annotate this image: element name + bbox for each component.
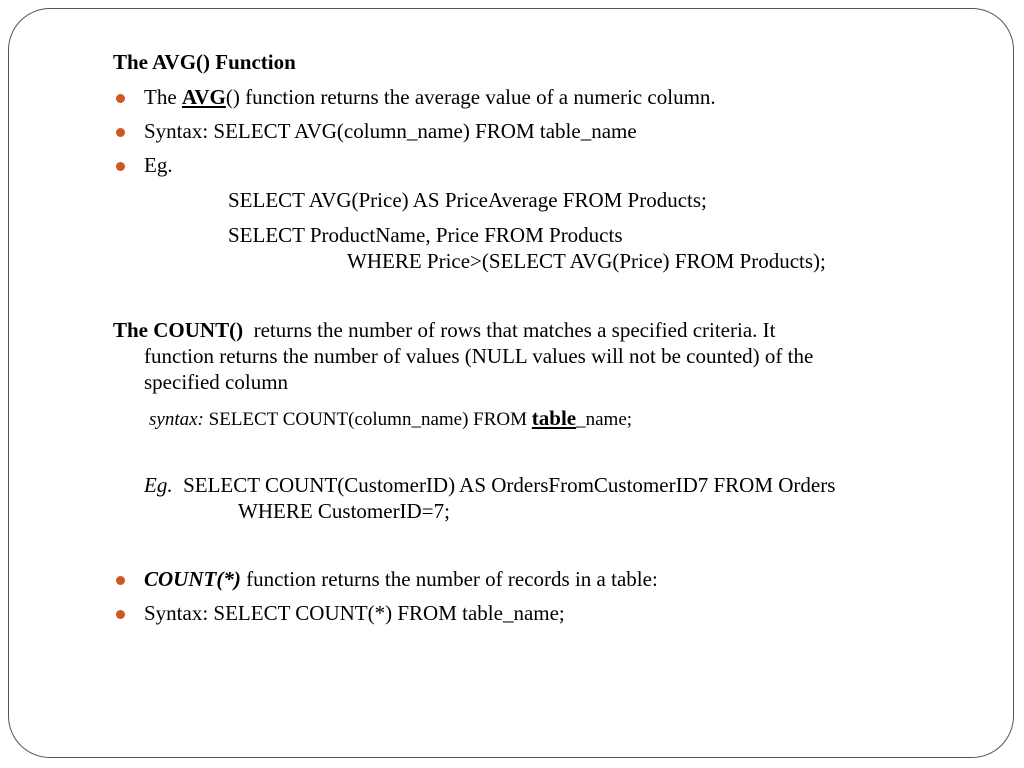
count-syntax-keyword: table xyxy=(531,406,577,430)
count-example-line2: WHERE CustomerID=7; xyxy=(238,499,450,523)
avg-syntax: Syntax: SELECT AVG(column_name) FROM table_name xyxy=(144,119,637,143)
count-description-line3: specified column xyxy=(144,370,289,394)
bullet-icon xyxy=(116,128,125,137)
avg-example-2-line1: SELECT ProductName, Price FROM Products xyxy=(228,223,623,247)
count-example-line1 xyxy=(144,472,835,498)
count-description-line1 xyxy=(113,317,775,343)
count-eg-code: SELECT COUNT(CustomerID) AS OrdersFromCustomerID7 FROM Orders xyxy=(172,473,836,497)
avg-keyword: AVG xyxy=(181,85,226,109)
avg-bullet-description xyxy=(144,84,716,110)
count-eg-label: Eg. xyxy=(144,473,173,497)
bullet-icon xyxy=(116,94,125,103)
count-desc-text: returns the number of rows that matches a specified criteria. It xyxy=(243,318,776,342)
count-heading: The COUNT() xyxy=(113,318,244,342)
count-description-line2: function returns the number of values (NULL values will not be counted) of the xyxy=(144,344,814,368)
count-star-description xyxy=(144,566,658,592)
count-syntax-post: _name; xyxy=(576,409,633,430)
avg-example-1: SELECT AVG(Price) AS PriceAverage FROM Products; xyxy=(228,188,707,212)
avg-heading: The AVG() Function xyxy=(113,50,296,74)
avg-bullet-pre: The xyxy=(144,85,182,109)
count-star-syntax: Syntax: SELECT COUNT(*) FROM table_name; xyxy=(144,601,565,625)
bullet-icon xyxy=(116,162,125,171)
avg-eg-label: Eg. xyxy=(144,153,173,177)
count-syntax-pre: SELECT COUNT(column_name) FROM xyxy=(203,409,532,430)
count-syntax-label: syntax: xyxy=(149,409,204,430)
bullet-icon xyxy=(116,576,125,585)
count-star-keyword: COUNT(*) xyxy=(144,567,241,591)
count-star-desc: function returns the number of records in a table: xyxy=(240,567,658,591)
avg-bullet-post: () function returns the average value of a numeric column. xyxy=(225,85,716,109)
bullet-icon xyxy=(116,610,125,619)
count-syntax xyxy=(149,405,632,433)
avg-example-2-line2: WHERE Price>(SELECT AVG(Price) FROM Products); xyxy=(347,249,826,273)
